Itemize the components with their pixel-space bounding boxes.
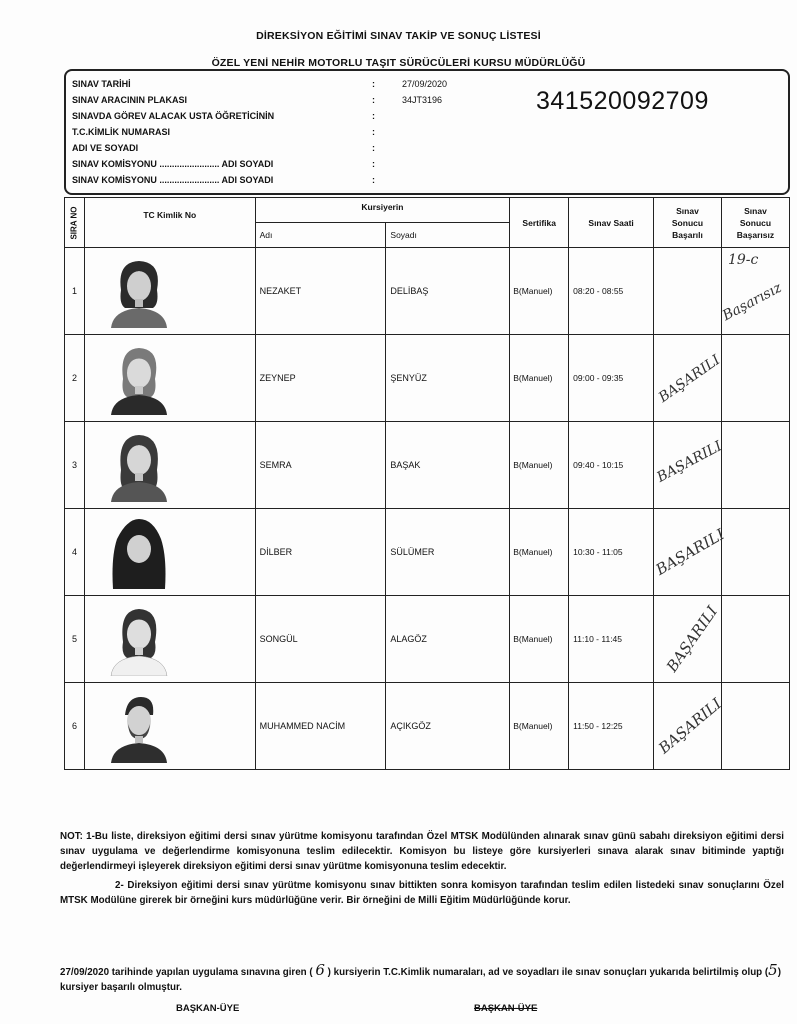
candidate-name: ZEYNEP <box>255 335 386 422</box>
info-colon: : <box>372 175 375 185</box>
result-fail-cell <box>721 248 789 335</box>
candidate-photo <box>84 248 255 335</box>
exam-time: 11:50 - 12:25 <box>569 683 654 770</box>
handwritten-code: 19-c <box>727 252 759 268</box>
summary-part-1: 27/09/2020 tarihinde yapılan uygulama sınavına giren ( <box>60 967 313 978</box>
candidate-certificate: B(Manuel) <box>510 248 569 335</box>
info-colon: : <box>372 111 375 121</box>
row-number: 2 <box>65 335 85 422</box>
info-label: SINAV TARİHİ <box>72 79 131 89</box>
info-colon: : <box>372 127 375 137</box>
exam-time: 09:00 - 09:35 <box>569 335 654 422</box>
exam-info-box <box>64 69 790 195</box>
candidate-photo <box>84 335 255 422</box>
candidate-name: SEMRA <box>255 422 386 509</box>
result-fail-cell <box>721 596 789 683</box>
exam-time: 08:20 - 08:55 <box>569 248 654 335</box>
header-sertifika: Sertifika <box>510 198 569 248</box>
candidate-name: DİLBER <box>255 509 386 596</box>
candidate-certificate: B(Manuel) <box>510 422 569 509</box>
candidate-surname: DELİBAŞ <box>386 248 510 335</box>
header-saat: Sınav Saati <box>569 198 654 248</box>
header-basarisiz: Sınav Sonucu Başarısız <box>721 198 789 248</box>
candidate-photo <box>84 683 255 770</box>
candidate-surname: ALAGÖZ <box>386 596 510 683</box>
table-row <box>65 596 790 683</box>
candidate-photo <box>84 509 255 596</box>
result-fail-cell <box>721 422 789 509</box>
candidate-name: MUHAMMED NACİM <box>255 683 386 770</box>
info-label: SINAV ARACININ PLAKASI <box>72 95 188 105</box>
handwritten-total-count: 6 <box>315 961 325 979</box>
signature-left-label: BAŞKAN-ÜYE <box>176 1003 240 1014</box>
note-1: NOT: 1-Bu liste, direksiyon eğitimi dersi sınav yürütme komisyonu tarafından Özel MTSK Modülünden alınarak sınav günü sabahı direksiyon eğitimi dersi sınav uygulama ve değerlendirme komisyonuna teslim edilecektir. Komisyon bu listeye göre kursiyerleri sınava alarak sınav bitiminde yaptığı değerlendirmeyi işleyerek direksiyon eğitimi dersi sınav yürütme komisyonuna teslim edecektir. <box>60 831 784 872</box>
info-label: SINAV KOMİSYONU ........................ ADI SOYADI <box>72 159 274 169</box>
table-row <box>65 683 790 770</box>
signature-right-label: BAŞKAN-ÜYE <box>474 1003 538 1014</box>
handwritten-pass-count: 5 <box>768 961 778 979</box>
result-pass-cell <box>654 422 725 509</box>
header-basarili: Sınav Sonucu Başarılı <box>654 198 722 248</box>
exam-number: 341520092709 <box>536 87 709 115</box>
result-pass-cell <box>654 335 722 422</box>
info-value: 34JT3196 <box>402 95 443 105</box>
row-number: 3 <box>65 422 85 509</box>
table-row <box>65 248 790 335</box>
table-row <box>65 422 790 509</box>
table-row <box>65 509 790 596</box>
header-soyadi: Soyadı <box>386 223 510 248</box>
info-colon: : <box>372 143 375 153</box>
result-fail-cell <box>721 683 789 770</box>
handwritten-result: Başarısız <box>719 279 785 325</box>
info-colon: : <box>372 79 375 89</box>
info-colon: : <box>372 159 375 169</box>
row-number: 1 <box>65 248 85 335</box>
header-sira-no: SIRA NO <box>65 198 85 248</box>
candidate-photo <box>84 596 255 683</box>
candidate-certificate: B(Manuel) <box>510 683 569 770</box>
info-label: SINAV KOMİSYONU ........................ ADI SOYADI <box>72 175 274 185</box>
info-colon: : <box>372 95 375 105</box>
candidate-surname: BAŞAK <box>386 422 510 509</box>
info-label: SINAVDA GÖREV ALACAK USTA ÖĞRETİCİNİN <box>72 111 275 121</box>
handwritten-result: BAŞARILI <box>655 694 725 758</box>
info-value: 27/09/2020 <box>402 79 448 89</box>
candidate-surname: SÜLÜMER <box>386 509 510 596</box>
handwritten-result: BAŞARILI <box>652 525 728 579</box>
handwritten-result: BAŞARILI <box>655 352 724 406</box>
result-fail-cell <box>721 335 789 422</box>
header-tc: TC Kimlik No <box>84 198 255 248</box>
candidate-certificate: B(Manuel) <box>510 335 569 422</box>
summary-statement <box>60 963 784 995</box>
table-row <box>65 335 790 422</box>
candidate-certificate: B(Manuel) <box>510 509 569 596</box>
candidate-surname: ŞENYÜZ <box>386 335 510 422</box>
candidate-name: SONGÜL <box>255 596 386 683</box>
header-kursiyer: Kursiyerin <box>255 198 510 223</box>
header-adi: Adı <box>255 223 386 248</box>
candidate-certificate: B(Manuel) <box>510 596 569 683</box>
handwritten-result: BAŞARILI <box>662 602 722 676</box>
row-number: 4 <box>65 509 85 596</box>
exam-time: 11:10 - 11:45 <box>569 596 654 683</box>
note-2: 2- Direksiyon eğitimi dersi sınav yürütme komisyonu sınav bittikten sonra komisyon tarafından teslim edilen listedeki sınav sonuçlarını Özel MTSK Modülüne girerek bir örneğini kurs müdürlüğüne verir. Bir örneğini de Milli Eğitim Müdürlüğünde korur. <box>60 880 784 906</box>
summary-part-2: ) kursiyerin T.C.Kimlik numaraları, ad ve soyadları ile sınav sonuçları yukarıda belirtilmiş olup ( <box>327 967 769 978</box>
notes-section <box>60 829 784 908</box>
result-pass-cell <box>654 683 725 770</box>
result-pass-cell <box>654 596 722 683</box>
info-label: T.C.KİMLİK NUMARASI <box>72 127 170 137</box>
result-fail-cell <box>721 509 789 596</box>
result-pass-cell <box>654 248 722 335</box>
institution-title: ÖZEL YENİ NEHİR MOTORLU TAŞIT SÜRÜCÜLERİ KURSU MÜDÜRLÜĞÜ <box>211 57 586 69</box>
exam-time: 09:40 - 10:15 <box>569 422 654 509</box>
candidate-photo <box>84 422 255 509</box>
document-title: DİREKSİYON EĞİTİMİ SINAV TAKİP VE SONUÇ LİSTESİ <box>256 30 541 42</box>
row-number: 5 <box>65 596 85 683</box>
handwritten-result: BAŞARILI <box>654 438 725 486</box>
row-number: 6 <box>65 683 85 770</box>
info-label: ADI VE SOYADI <box>72 143 139 153</box>
candidate-name: NEZAKET <box>255 248 386 335</box>
results-table <box>64 197 790 770</box>
exam-time: 10:30 - 11:05 <box>569 509 654 596</box>
result-pass-cell <box>652 509 728 596</box>
summary-part-3: ) kursiyer başarılı olmuştur. <box>60 967 781 993</box>
candidate-surname: AÇIKGÖZ <box>386 683 510 770</box>
